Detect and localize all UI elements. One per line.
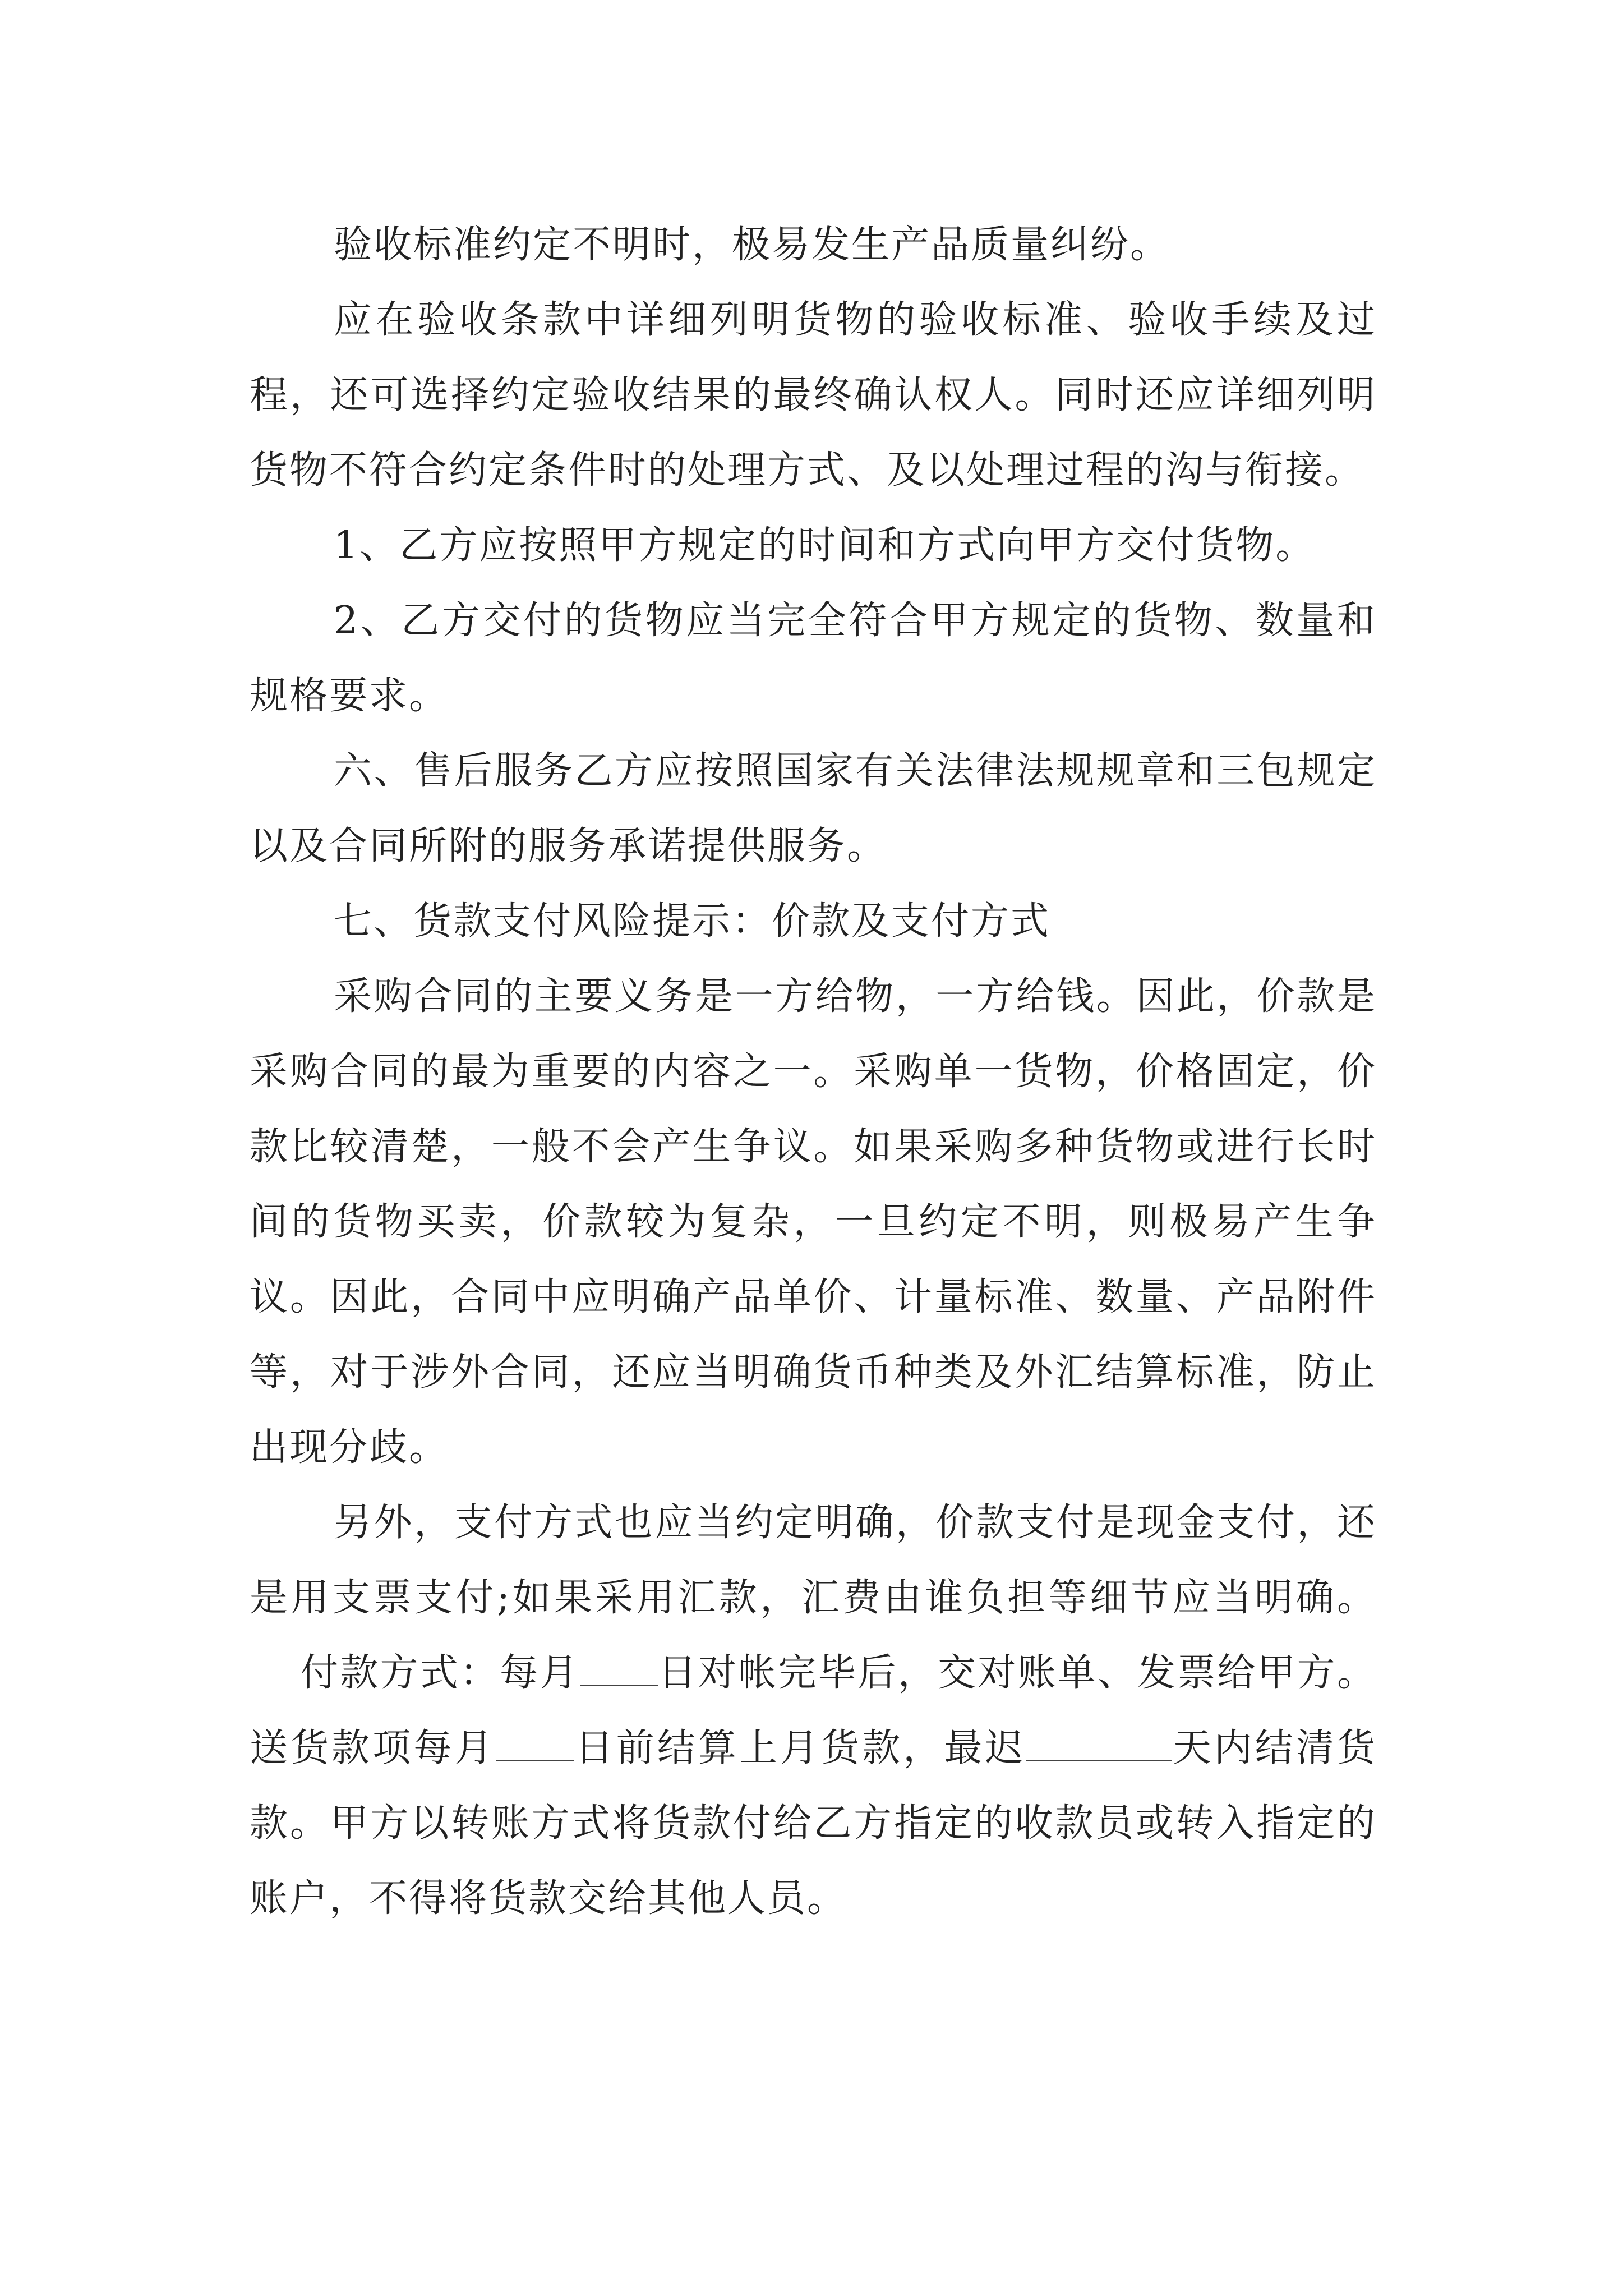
heading-payment-risk: 七、货款支付风险提示：价款及支付方式 — [334, 899, 1051, 944]
paragraph-acceptance-terms: 应在验收条款中详细列明货物的验收标准、验收手续及过程，还可选择约定验收结果的最终确认权人。同时还应详细列明货物不符合约定条件时的处理方式、及以处理过程的沟与衔接。 — [250, 298, 1377, 493]
blank-days-limit[interactable] — [1026, 1728, 1172, 1761]
blank-reconcile-day[interactable] — [580, 1653, 658, 1686]
payment-text-settle: 日前结算上月货款，最迟 — [574, 1726, 1026, 1770]
document-body — [250, 208, 1377, 1936]
payment-text-monthly: 付款方式：每月 — [300, 1651, 580, 1695]
payment-text-intro: 另外，支付方式也应当约定明确，价款支付是现金支付，还是用支票支付;如果采用汇款，汇费由谁负担等细节应当明确。 — [250, 1501, 1377, 1620]
paragraph-payment-method — [250, 1485, 1377, 1936]
payment-text-reconcile: 日对帐完毕后，交对账单、发票给甲方。送货款项每月 — [250, 1651, 1377, 1770]
blank-settle-day[interactable] — [496, 1728, 574, 1761]
paragraph-delivery-spec: 2、乙方交付的货物应当完全符合甲方规定的货物、数量和规格要求。 — [250, 599, 1377, 718]
paragraph-delivery-time: 1、乙方应按照甲方规定的时间和方式向甲方交付货物。 — [334, 523, 1316, 568]
paragraph-price-importance: 采购合同的主要义务是一方给物，一方给钱。因此，价款是采购合同的最为重要的内容之一。采购单一货物，价格固定，价款比较清楚，一般不会产生争议。如果采购多种货物或进行长时间的货物买卖，价款较为复杂，一旦约定不明，则极易产生争议。因此，合同中应明确产品单价、计量标准、数量、产品附件等，对于涉外合同，还应当明确货币种类及外汇结算标准，防止出现分歧。 — [250, 974, 1377, 1470]
payment-text-transfer: 天内结清货款。甲方以转账方式将货款付给乙方指定的收款员或转入指定的账户，不得将货款交给其他人员。 — [250, 1726, 1377, 1921]
paragraph-acceptance-dispute: 验收标准约定不明时，极易发生产品质量纠纷。 — [334, 223, 1170, 267]
paragraph-after-sales: 六、售后服务乙方应按照国家有关法律法规规章和三包规定以及合同所附的服务承诺提供服务。 — [250, 749, 1377, 868]
